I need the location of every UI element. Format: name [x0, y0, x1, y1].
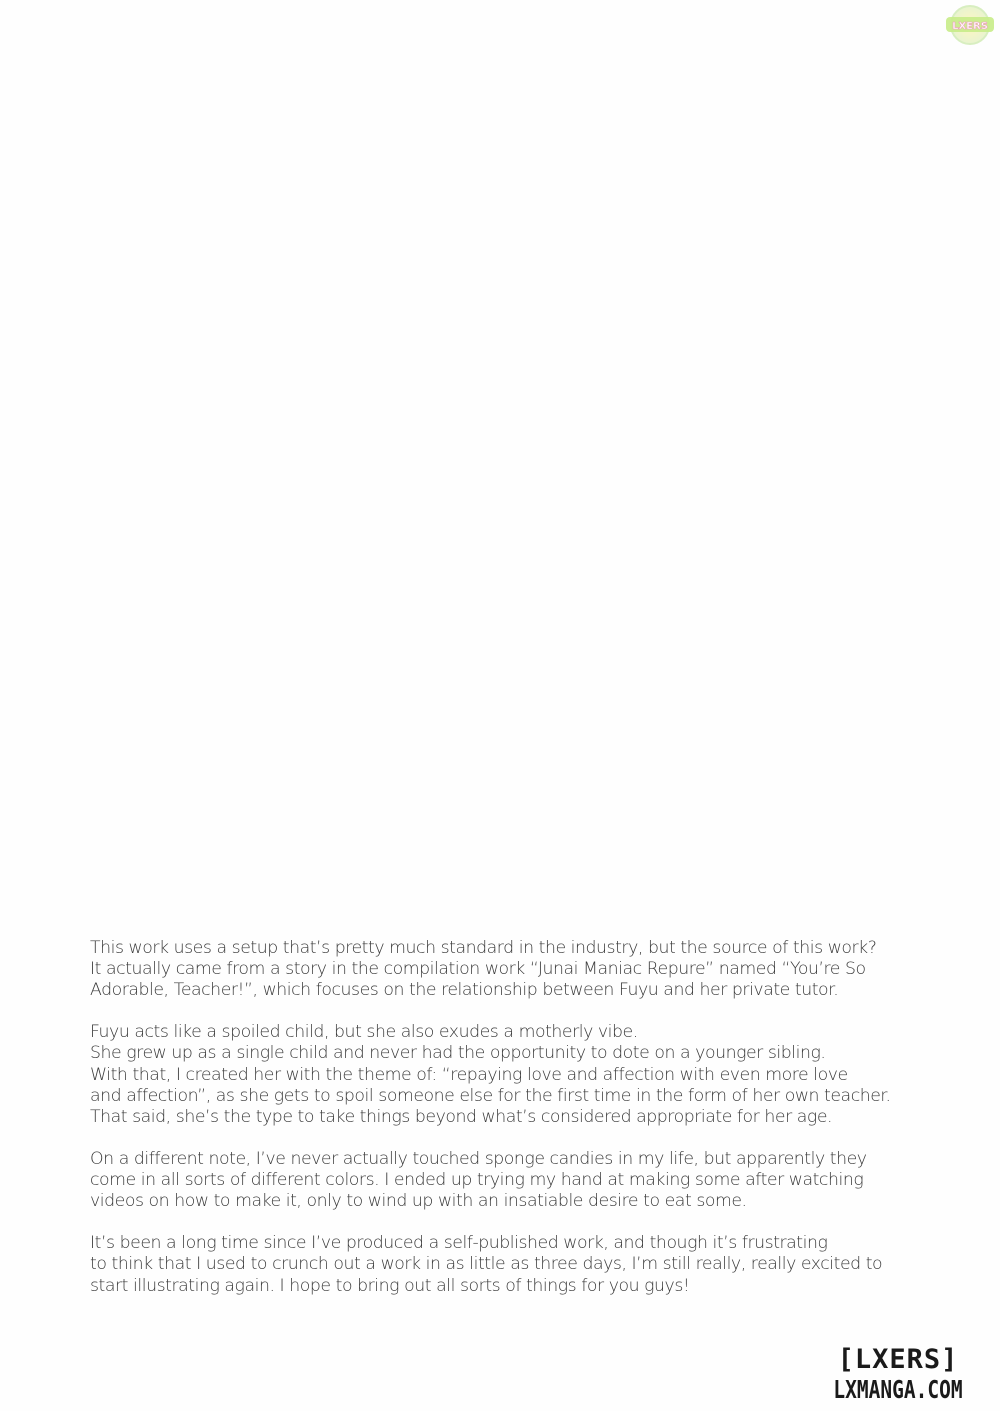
site-watermark	[808, 1344, 988, 1405]
afterword-paragraph	[90, 1233, 950, 1296]
text-line: It actually came from a story in the compilation work “Junai Maniac Repure” named “You’re So	[90, 959, 866, 980]
text-line: That said, she’s the type to take things beyond what’s considered appropriate for her age.	[90, 1106, 833, 1127]
text-line: This work uses a setup that’s pretty much standard in the industry, but the source of this work?	[90, 938, 877, 958]
text-line: It’s been a long time since I’ve produced a self-published work, and though it’s frustrating	[90, 1233, 828, 1254]
text-line: She grew up as a single child and never had the opportunity to dote on a younger sibling.	[90, 1043, 826, 1064]
afterword-paragraph	[90, 1149, 950, 1212]
text-line: On a different note, I’ve never actually touched sponge candies in my life, but apparently they	[90, 1148, 867, 1169]
text-line: Adorable, Teacher!”, which focuses on the relationship between Fuyu and her private tutor.	[90, 980, 839, 1001]
text-line: videos on how to make it, only to wind up with an insatiable desire to eat some.	[90, 1191, 747, 1212]
text-line: Fuyu acts like a spoiled child, but she also exudes a motherly vibe.	[90, 1022, 638, 1043]
lxers-logo-icon	[944, 3, 996, 47]
text-line: With that, I created her with the theme of: “repaying love and affection with even more love	[90, 1064, 848, 1085]
afterword-paragraph	[90, 938, 950, 1001]
watermark-brand: [LXERS]	[837, 1344, 959, 1375]
text-line: to think that I used to crunch out a work in as little as three days, I’m still really, really excited to	[90, 1254, 883, 1275]
afterword-paragraph	[90, 1022, 950, 1127]
text-line: start illustrating again. I hope to bring out all sorts of things for you guys!	[90, 1275, 690, 1296]
text-line: come in all sorts of different colors. I ended up trying my hand at making some after watching	[90, 1170, 864, 1191]
logo-text: LXERS	[952, 21, 988, 32]
text-line: and affection”, as she gets to spoil someone else for the first time in the form of her own teacher.	[90, 1085, 891, 1106]
afterword-text	[90, 938, 950, 1318]
watermark-url: LXMANGA.COM	[833, 1375, 963, 1404]
